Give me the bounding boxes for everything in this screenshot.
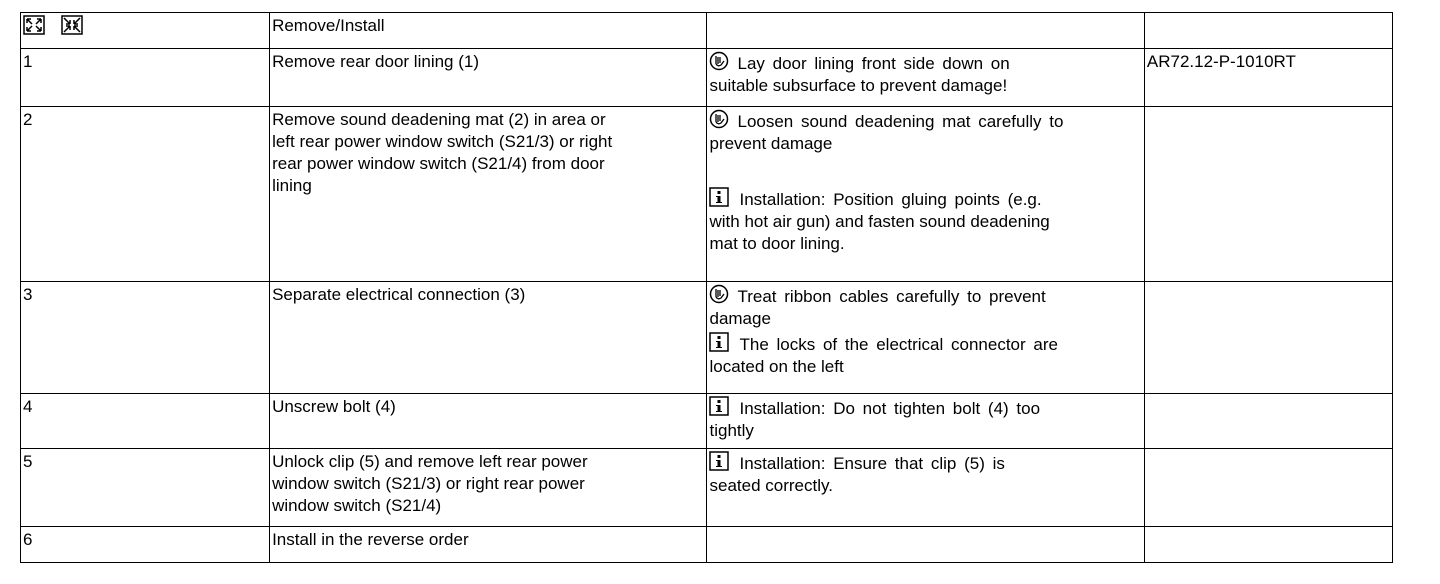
step-notes: Lay door lining front side down on suitable subsurface to prevent damage! xyxy=(707,49,1144,107)
procedure-table xyxy=(20,12,1393,563)
header-row xyxy=(21,13,1393,49)
step-number: 5 xyxy=(21,449,270,527)
step-row xyxy=(21,107,1393,282)
step-notes xyxy=(707,527,1144,563)
step-action: Unlock clip (5) and remove left rear power window switch (S21/3) or right rear power window switch (S21/4) xyxy=(270,449,707,527)
header-icons-cell xyxy=(21,13,270,49)
step-action: Unscrew bolt (4) xyxy=(270,394,707,449)
step-reference xyxy=(1144,394,1392,449)
info-icon xyxy=(709,451,729,471)
info-icon xyxy=(709,187,729,207)
warning-hand-icon xyxy=(709,109,729,129)
step-reference xyxy=(1144,527,1392,563)
step-notes: Treat ribbon cables carefully to prevent damage The locks of the electrical connector are located on the left xyxy=(707,282,1144,394)
note-info: Installation: Ensure that clip (5) is xyxy=(709,451,1141,475)
warning-hand-icon xyxy=(709,284,729,304)
header-note-cell xyxy=(707,13,1144,49)
step-row xyxy=(21,282,1393,394)
step-reference xyxy=(1144,449,1392,527)
step-number: 4 xyxy=(21,394,270,449)
expand-arrows-icon[interactable] xyxy=(23,15,45,35)
step-action: Remove rear door lining (1) xyxy=(270,49,707,107)
header-ref-cell xyxy=(1144,13,1392,49)
collapse-arrows-icon[interactable] xyxy=(61,15,83,35)
note-info: Installation: Do not tighten bolt (4) too xyxy=(709,396,1141,420)
note-warning: Lay door lining front side down on xyxy=(709,51,1141,75)
step-reference xyxy=(1144,282,1392,394)
note-info: Installation: Position gluing points (e.g. xyxy=(709,187,1141,211)
step-row xyxy=(21,49,1393,107)
step-notes: Loosen sound deadening mat carefully to prevent damage Installation: Position gluing points (e.g. with hot air gun) and fasten sound deadening mat to door lining. xyxy=(707,107,1144,282)
step-reference xyxy=(1144,107,1392,282)
note-warning: Treat ribbon cables carefully to prevent xyxy=(709,284,1141,308)
step-notes: Installation: Ensure that clip (5) is seated correctly. xyxy=(707,449,1144,527)
info-icon xyxy=(709,396,729,416)
step-reference[interactable]: AR72.12-P-1010RT xyxy=(1144,49,1392,107)
step-row xyxy=(21,394,1393,449)
step-row xyxy=(21,449,1393,527)
info-icon xyxy=(709,332,729,352)
header-action-cell: Remove/Install xyxy=(270,13,707,49)
step-action: Install in the reverse order xyxy=(270,527,707,563)
warning-hand-icon xyxy=(709,51,729,71)
step-notes: Installation: Do not tighten bolt (4) too tightly xyxy=(707,394,1144,449)
step-row xyxy=(21,527,1393,563)
note-info: The locks of the electrical connector are xyxy=(709,332,1141,356)
step-number: 6 xyxy=(21,527,270,563)
note-warning: Loosen sound deadening mat carefully to xyxy=(709,109,1141,133)
step-action: Remove sound deadening mat (2) in area or left rear power window switch (S21/3) or right rear power window switch (S21/4) from door lining xyxy=(270,107,707,282)
step-number: 2 xyxy=(21,107,270,282)
step-action: Separate electrical connection (3) xyxy=(270,282,707,394)
step-number: 1 xyxy=(21,49,270,107)
step-number: 3 xyxy=(21,282,270,394)
